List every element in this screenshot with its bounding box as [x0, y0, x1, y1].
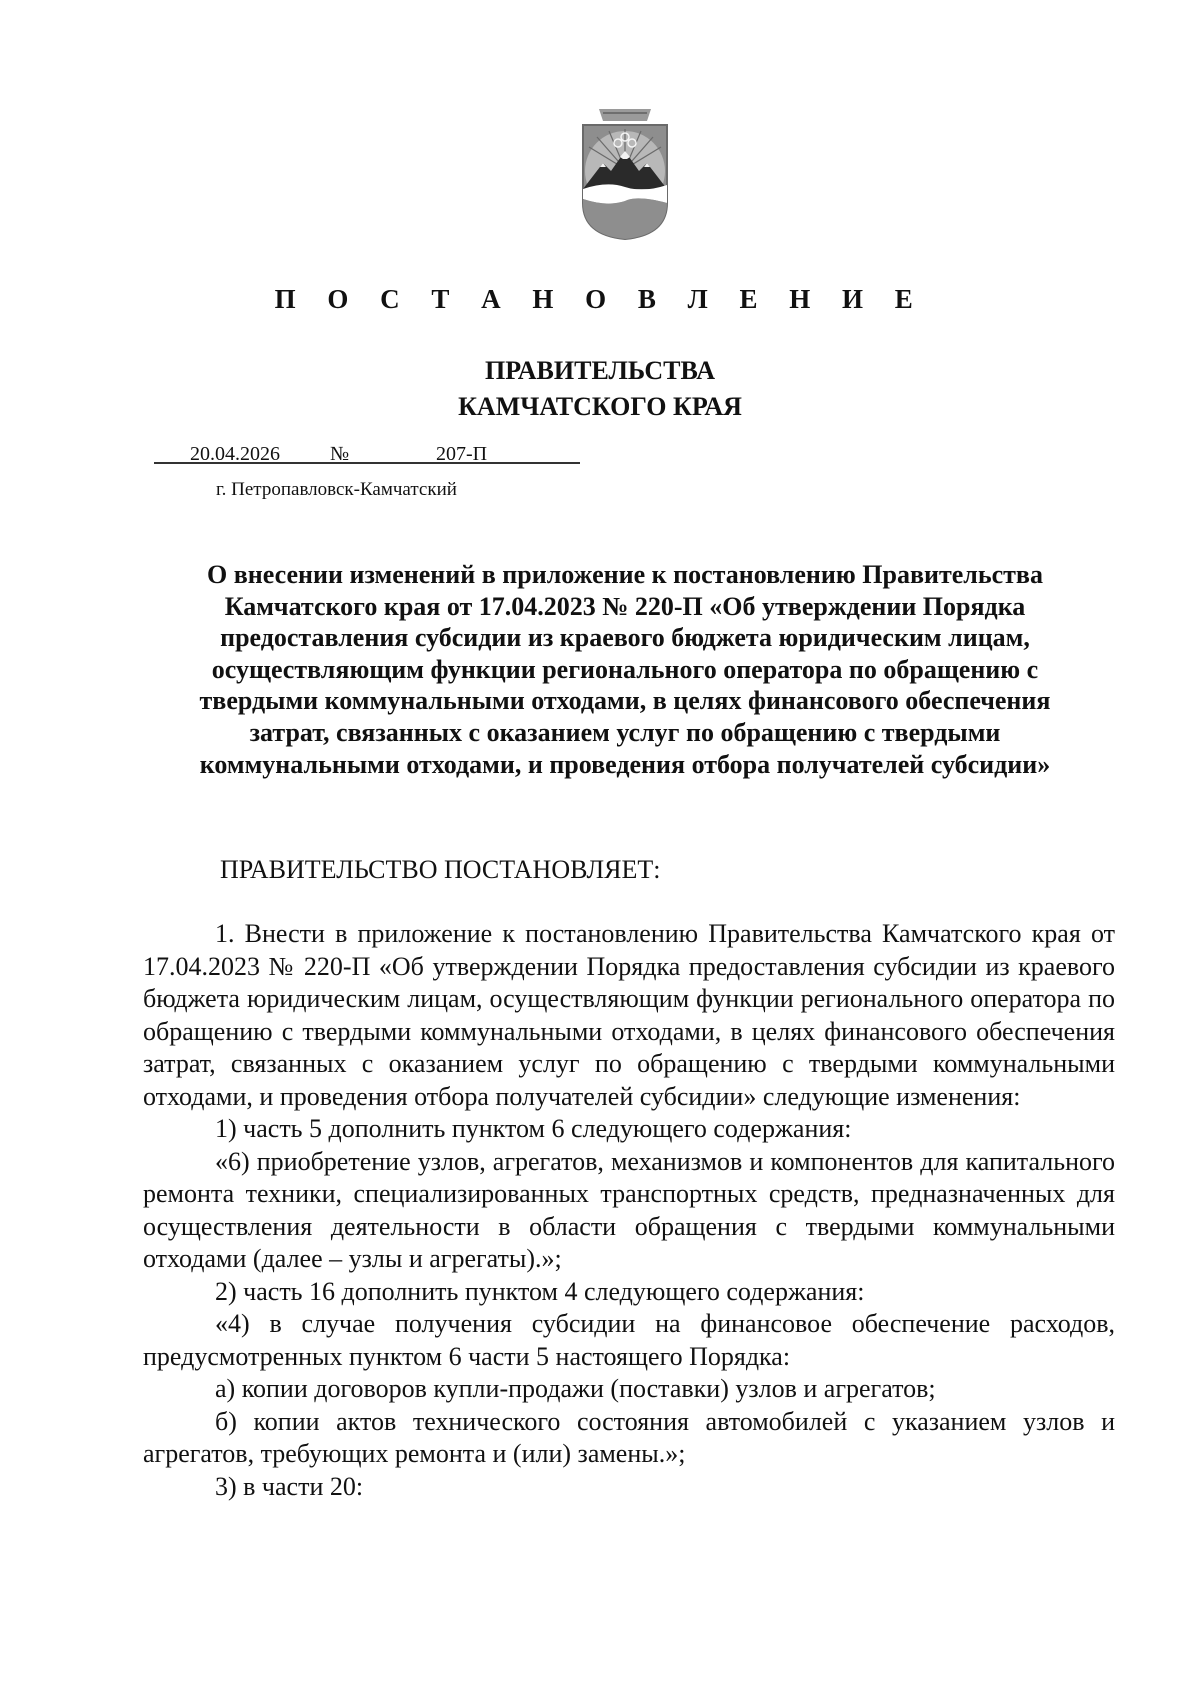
body-paragraph: а) копии договоров купли-продажи (поставки) узлов и агрегатов; [215, 1374, 936, 1403]
body-paragraph: 2) часть 16 дополнить пунктом 4 следующего содержания: [215, 1276, 865, 1306]
issuing-authority-line: КАМЧАТСКОГО КРАЯ [458, 392, 742, 421]
document-number: 207-П [436, 443, 488, 465]
document-subject [150, 559, 1100, 780]
document-body [143, 918, 1115, 1503]
issuing-authority-line: ПРАВИТЕЛЬСТВА [485, 356, 715, 385]
kamchatka-coat-of-arms-icon [577, 107, 673, 241]
subject-line: предоставления субсидии из краевого бюджета юридическим лицам, [220, 623, 1030, 653]
subject-line: затрат, связанных с оказанием услуг по обращению с твердыми [249, 717, 1001, 747]
subject-line: О внесении изменений в приложение к постановлению Правительства [207, 560, 1043, 589]
body-paragraph: б) копии актов технического состояния автомобилей с указанием узлов и агрегатов, требующих ремонта и (или) замены.»; [143, 1406, 1115, 1468]
subject-line: Камчатского края от 17.04.2023 № 220-П «Об утверждении Порядка [224, 591, 1026, 621]
body-paragraph: 3) в части 20: [215, 1471, 364, 1501]
subject-line: твердыми коммунальными отходами, в целях финансового обеспечения [199, 686, 1051, 716]
subject-line: осуществляющим функции регионального оператора по обращению с [211, 654, 1039, 684]
subject-line: коммунальными отходами, и проведения отбора получателей субсидии» [199, 749, 1051, 779]
number-sign: № [330, 443, 350, 465]
body-paragraph: «4) в случае получения субсидии на финансовое обеспечение расходов, предусмотренных пунктом 6 части 5 настоящего Порядка: [143, 1309, 1115, 1371]
issuing-authority [0, 353, 1200, 425]
preamble: ПРАВИТЕЛЬСТВО ПОСТАНОВЛЯЕТ: [220, 855, 661, 884]
body-paragraph: 1. Внести в приложение к постановлению Правительства Камчатского края от 17.04.2023 № 220-П «Об утверждении Порядка предоставления субсидии из краевого бюджета юридическим лицам, осуществляющим функции регионального оператора по обращению с твердыми коммунальными отходами, в целях финансового обеспечения затрат, связанных с оказанием услуг по обращению с твердыми коммунальными отходами, и проведения отбора получателей субсидии» следующие изменения: [143, 919, 1115, 1111]
document-city: г. Петропавловск-Камчатский [216, 479, 457, 500]
body-paragraph: «6) приобретение узлов, агрегатов, механизмов и компонентов для капитального ремонта техники, специализированных транспортных средств, предназначенных для осуществления деятельности в области обращения с твердыми коммунальными отходами (далее – узлы и агрегаты).»; [143, 1146, 1115, 1273]
document-date: 20.04.2026 [190, 443, 280, 465]
document-type-title: П О С Т А Н О В Л Е Н И Е [274, 284, 926, 314]
body-paragraph: 1) часть 5 дополнить пунктом 6 следующего содержания: [215, 1114, 852, 1143]
